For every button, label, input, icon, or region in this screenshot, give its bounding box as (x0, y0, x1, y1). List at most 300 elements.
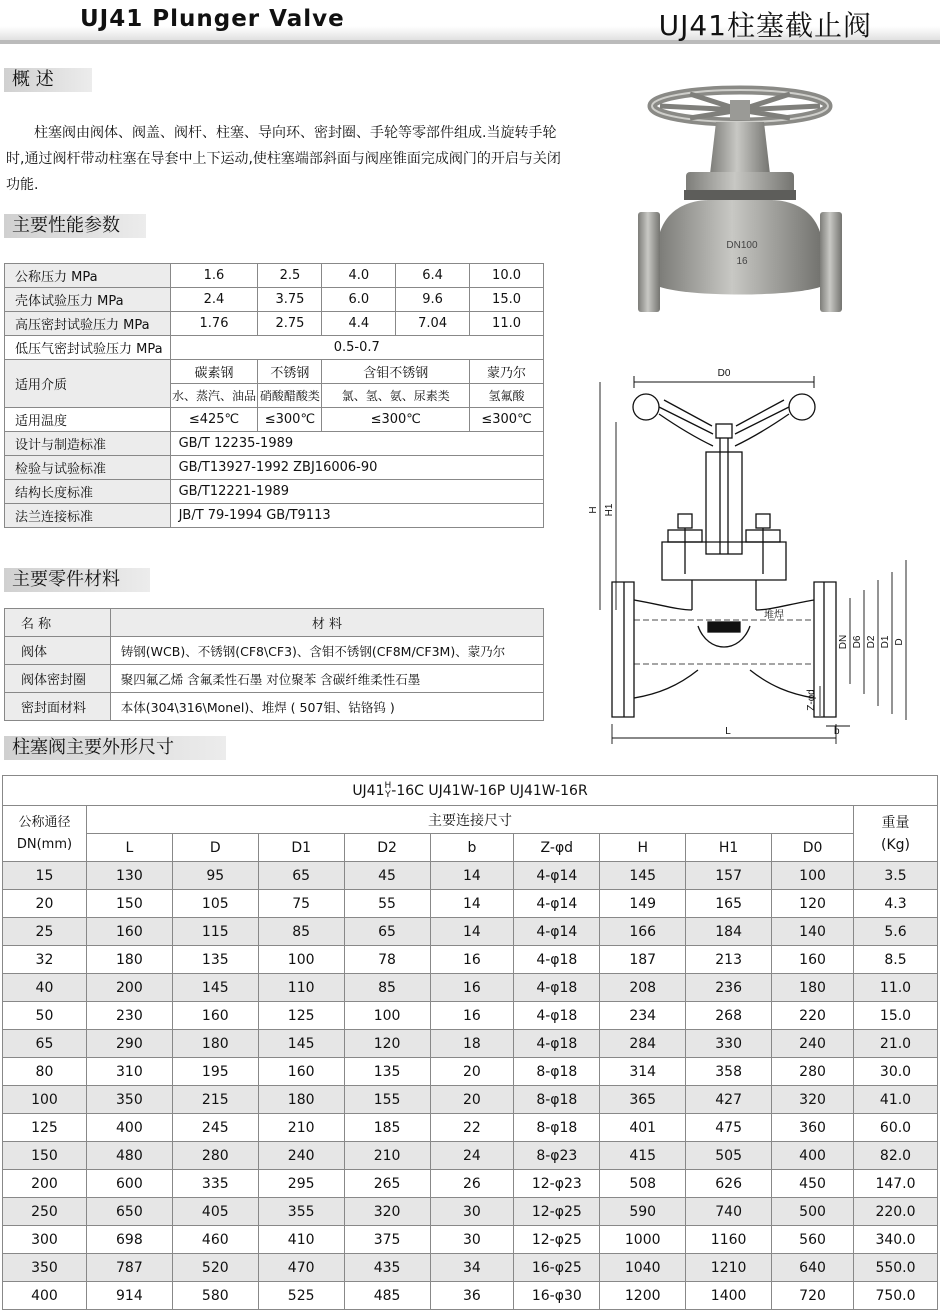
cell-dn: 400 (3, 1282, 87, 1310)
wheel-nut (730, 100, 750, 120)
perf-label: 壳体试验压力 MPa (5, 288, 171, 312)
cell-zd: 4-φ18 (514, 1030, 600, 1058)
cell-d: 160 (172, 1002, 258, 1030)
materials-row (5, 693, 544, 721)
cell-l: 160 (86, 918, 172, 946)
series-prefix: UJ41 (352, 782, 385, 799)
cell-zd: 12-φ25 (514, 1198, 600, 1226)
cell-dn: 150 (3, 1142, 87, 1170)
perf-row-std (5, 432, 544, 456)
part-name: 阀体密封圈 (5, 665, 111, 693)
table-row (3, 1086, 938, 1114)
cell-b: 14 (430, 918, 514, 946)
dim-h: H (588, 506, 599, 514)
weld-label: 堆焊 (764, 610, 784, 621)
temp-value: ≤300℃ (322, 408, 470, 432)
cell-h: 508 (600, 1170, 686, 1198)
cell-h1: 157 (686, 862, 772, 890)
series-sup: H (384, 780, 392, 791)
cell-dn: 300 (3, 1226, 87, 1254)
dn-label-2: DN(mm) (16, 836, 73, 852)
media-name: 氢氟酸 (470, 384, 544, 408)
cell-weight: 5.6 (853, 918, 937, 946)
col-d: D (172, 834, 258, 862)
cell-d2: 100 (344, 1002, 430, 1030)
cell-weight: 147.0 (853, 1170, 937, 1198)
valve-photo (630, 82, 850, 332)
dn-label-1: 公称通径 (18, 814, 71, 830)
col-zd: Z-φd (514, 834, 600, 862)
perf-row-shell (5, 288, 544, 312)
dim-zd: Z-φd (806, 689, 817, 711)
table-row (3, 1002, 938, 1030)
std-value: GB/T12221-1989 (170, 480, 543, 504)
dim-d1: D1 (880, 635, 891, 649)
performance-table (4, 263, 544, 528)
cell-weight: 220.0 (853, 1198, 937, 1226)
cell-weight: 30.0 (853, 1058, 937, 1086)
cell-h1: 505 (686, 1142, 772, 1170)
perf-row-nominal (5, 264, 544, 288)
cell-l: 310 (86, 1058, 172, 1086)
cell-d2: 375 (344, 1226, 430, 1254)
title-english: UJ41 Plunger Valve (80, 6, 345, 32)
cell-weight: 11.0 (853, 974, 937, 1002)
cell-d0: 720 (772, 1282, 854, 1310)
cell-d1: 110 (258, 974, 344, 1002)
cell-weight: 8.5 (853, 946, 937, 974)
weight-label-1: 重量 (881, 814, 910, 831)
valve-drawing (588, 364, 928, 752)
materials-col-material: 材 料 (110, 609, 543, 637)
cell-b: 20 (430, 1086, 514, 1114)
part-material: 铸钢(WCB)、不锈钢(CF8\CF3)、含钼不锈钢(CF8M/CF3M)、蒙乃尔 (110, 637, 543, 665)
cell-d: 135 (172, 946, 258, 974)
cell-d2: 265 (344, 1170, 430, 1198)
cell-b: 20 (430, 1058, 514, 1086)
materials-table (4, 608, 544, 721)
cell-h: 590 (600, 1198, 686, 1226)
cell-weight: 82.0 (853, 1142, 937, 1170)
cell-d: 245 (172, 1114, 258, 1142)
table-row (3, 1030, 938, 1058)
cell-d: 460 (172, 1226, 258, 1254)
perf-label: 法兰连接标准 (5, 504, 171, 528)
cell-zd: 4-φ14 (514, 890, 600, 918)
table-row (3, 1142, 938, 1170)
col-b: b (430, 834, 514, 862)
materials-header-row (5, 609, 544, 637)
perf-label: 检验与试验标准 (5, 456, 171, 480)
perf-value: 2.4 (170, 288, 258, 312)
materials-col-name: 名 称 (5, 609, 111, 637)
col-l: L (86, 834, 172, 862)
cell-dn: 15 (3, 862, 87, 890)
overview-heading: 概 述 (4, 68, 92, 92)
cell-b: 36 (430, 1282, 514, 1310)
perf-label: 适用介质 (5, 360, 171, 408)
photo-pn-label: 16 (736, 256, 748, 267)
cell-h: 1000 (600, 1226, 686, 1254)
perf-row-std (5, 456, 544, 480)
cell-dn: 80 (3, 1058, 87, 1086)
cell-dn: 32 (3, 946, 87, 974)
cell-d0: 500 (772, 1198, 854, 1226)
cell-d: 335 (172, 1170, 258, 1198)
cell-zd: 4-φ14 (514, 862, 600, 890)
cell-h: 234 (600, 1002, 686, 1030)
cell-l: 400 (86, 1114, 172, 1142)
column-header-row (3, 834, 938, 862)
cell-d0: 450 (772, 1170, 854, 1198)
cell-d2: 155 (344, 1086, 430, 1114)
cell-d0: 320 (772, 1086, 854, 1114)
cell-weight: 340.0 (853, 1226, 937, 1254)
cell-weight: 3.5 (853, 862, 937, 890)
cell-zd: 8-φ18 (514, 1086, 600, 1114)
cell-d: 520 (172, 1254, 258, 1282)
perf-row-low (5, 336, 544, 360)
col-d1: D1 (258, 834, 344, 862)
right-flange (820, 212, 842, 312)
perf-label: 适用温度 (5, 408, 171, 432)
cell-d0: 360 (772, 1114, 854, 1142)
material-name: 不锈钢 (258, 360, 322, 384)
weight-header (853, 806, 937, 862)
cell-h1: 1160 (686, 1226, 772, 1254)
perf-value: 4.0 (322, 264, 396, 288)
cell-d1: 470 (258, 1254, 344, 1282)
cell-h: 1200 (600, 1282, 686, 1310)
cell-zd: 8-φ23 (514, 1142, 600, 1170)
perf-value: 2.75 (258, 312, 322, 336)
cell-weight: 750.0 (853, 1282, 937, 1310)
cell-d0: 280 (772, 1058, 854, 1086)
cell-d: 180 (172, 1030, 258, 1058)
cell-h: 1040 (600, 1254, 686, 1282)
perf-value: 10.0 (470, 264, 544, 288)
dim-b: b (834, 726, 840, 737)
cell-dn: 200 (3, 1170, 87, 1198)
col-h1: H1 (686, 834, 772, 862)
performance-heading: 主要性能参数 (4, 214, 146, 238)
cell-d2: 320 (344, 1198, 430, 1226)
cell-l: 290 (86, 1030, 172, 1058)
material-name: 蒙乃尔 (470, 360, 544, 384)
perf-value: 15.0 (470, 288, 544, 312)
cell-h1: 165 (686, 890, 772, 918)
cell-d: 215 (172, 1086, 258, 1114)
cell-d0: 400 (772, 1142, 854, 1170)
cell-d2: 120 (344, 1030, 430, 1058)
cell-d0: 640 (772, 1254, 854, 1282)
dimensions-heading: 柱塞阀主要外形尺寸 (4, 736, 226, 760)
table-row (3, 1170, 938, 1198)
cell-zd: 16-φ25 (514, 1254, 600, 1282)
col-h: H (600, 834, 686, 862)
perf-row-temp (5, 408, 544, 432)
series-row (3, 776, 938, 806)
cell-b: 30 (430, 1198, 514, 1226)
cell-dn: 40 (3, 974, 87, 1002)
cell-h1: 358 (686, 1058, 772, 1086)
cell-d: 405 (172, 1198, 258, 1226)
cell-zd: 4-φ18 (514, 974, 600, 1002)
body-flange-gap (684, 190, 796, 200)
materials-heading: 主要零件材料 (4, 568, 150, 592)
weight-label-2: (Kg) (880, 836, 910, 853)
cell-d0: 560 (772, 1226, 854, 1254)
cell-d1: 295 (258, 1170, 344, 1198)
cell-d1: 85 (258, 918, 344, 946)
cell-h: 208 (600, 974, 686, 1002)
cell-d: 95 (172, 862, 258, 890)
dimensions-body (3, 862, 938, 1310)
cell-weight: 15.0 (853, 1002, 937, 1030)
cell-h: 149 (600, 890, 686, 918)
left-flange (638, 212, 660, 312)
media-name: 水、蒸汽、油品 (170, 384, 258, 408)
dim-d: D (894, 638, 905, 646)
cell-h: 314 (600, 1058, 686, 1086)
table-row (3, 974, 938, 1002)
perf-value: 6.0 (322, 288, 396, 312)
cell-b: 34 (430, 1254, 514, 1282)
cell-d1: 100 (258, 946, 344, 974)
cell-d0: 180 (772, 974, 854, 1002)
table-row (3, 1114, 938, 1142)
cell-zd: 4-φ14 (514, 918, 600, 946)
cell-d1: 240 (258, 1142, 344, 1170)
cell-b: 26 (430, 1170, 514, 1198)
perf-label: 公称压力 MPa (5, 264, 171, 288)
temp-value: ≤300℃ (470, 408, 544, 432)
material-name: 含钼不锈钢 (322, 360, 470, 384)
cell-b: 16 (430, 974, 514, 1002)
table-row (3, 890, 938, 918)
cell-b: 16 (430, 1002, 514, 1030)
cell-h1: 740 (686, 1198, 772, 1226)
cell-d1: 160 (258, 1058, 344, 1086)
table-row (3, 1226, 938, 1254)
cell-dn: 100 (3, 1086, 87, 1114)
cell-b: 14 (430, 890, 514, 918)
cell-b: 16 (430, 946, 514, 974)
cell-weight: 4.3 (853, 890, 937, 918)
cell-d2: 78 (344, 946, 430, 974)
cell-d1: 125 (258, 1002, 344, 1030)
dim-d0: D0 (717, 368, 731, 379)
cell-d2: 45 (344, 862, 430, 890)
cell-zd: 16-φ30 (514, 1282, 600, 1310)
part-material: 聚四氟乙烯 含氟柔性石墨 对位聚苯 含碳纤维柔性石墨 (110, 665, 543, 693)
series-sub: Y (385, 789, 391, 800)
part-name: 密封面材料 (5, 693, 111, 721)
cell-d1: 210 (258, 1114, 344, 1142)
cell-h1: 1400 (686, 1282, 772, 1310)
cell-b: 22 (430, 1114, 514, 1142)
cell-l: 200 (86, 974, 172, 1002)
cell-h1: 268 (686, 1002, 772, 1030)
cell-dn: 350 (3, 1254, 87, 1282)
series-rest: -16C UJ41W-16P UJ41W-16R (391, 782, 588, 799)
material-name: 碳素钢 (170, 360, 258, 384)
std-value: GB/T 12235-1989 (170, 432, 543, 456)
dim-dn: DN (838, 634, 849, 650)
cell-l: 914 (86, 1282, 172, 1310)
perf-label: 结构长度标准 (5, 480, 171, 504)
table-row (3, 862, 938, 890)
dim-h1: H1 (604, 503, 615, 517)
perf-row-seal (5, 312, 544, 336)
cell-d1: 410 (258, 1226, 344, 1254)
cell-d2: 85 (344, 974, 430, 1002)
temp-value: ≤300℃ (258, 408, 322, 432)
cell-d1: 145 (258, 1030, 344, 1058)
cell-zd: 8-φ18 (514, 1058, 600, 1086)
perf-value: 9.6 (396, 288, 470, 312)
cell-weight: 60.0 (853, 1114, 937, 1142)
cell-h1: 626 (686, 1170, 772, 1198)
cell-h: 145 (600, 862, 686, 890)
cell-dn: 125 (3, 1114, 87, 1142)
cell-dn: 250 (3, 1198, 87, 1226)
perf-row-medium (5, 360, 544, 384)
cell-d2: 185 (344, 1114, 430, 1142)
cell-d1: 525 (258, 1282, 344, 1310)
part-material: 本体(304\316\Monel)、堆焊 ( 507钼、钴铬钨 ) (110, 693, 543, 721)
perf-value: 6.4 (396, 264, 470, 288)
cell-zd: 12-φ25 (514, 1226, 600, 1254)
perf-value: 2.5 (258, 264, 322, 288)
perf-row-std (5, 504, 544, 528)
cell-h: 166 (600, 918, 686, 946)
cell-h1: 184 (686, 918, 772, 946)
std-value: GB/T13927-1992 ZBJ16006-90 (170, 456, 543, 480)
cell-d0: 140 (772, 918, 854, 946)
table-row (3, 1058, 938, 1086)
cell-h: 365 (600, 1086, 686, 1114)
cell-l: 130 (86, 862, 172, 890)
cell-d1: 65 (258, 862, 344, 890)
cell-h1: 427 (686, 1086, 772, 1114)
cell-h1: 330 (686, 1030, 772, 1058)
dim-l: L (725, 726, 731, 737)
materials-row (5, 637, 544, 665)
perf-value: 0.5-0.7 (170, 336, 543, 360)
cell-h1: 236 (686, 974, 772, 1002)
std-value: JB/T 79-1994 GB/T9113 (170, 504, 543, 528)
group-header: 主要连接尺寸 (86, 806, 853, 834)
cell-dn: 65 (3, 1030, 87, 1058)
part-name: 阀体 (5, 637, 111, 665)
cell-d: 115 (172, 918, 258, 946)
cell-d0: 120 (772, 890, 854, 918)
cell-d2: 65 (344, 918, 430, 946)
cell-d: 580 (172, 1282, 258, 1310)
cell-b: 18 (430, 1030, 514, 1058)
group-header-row (3, 806, 938, 834)
cell-b: 30 (430, 1226, 514, 1254)
cell-zd: 4-φ18 (514, 946, 600, 974)
cell-weight: 41.0 (853, 1086, 937, 1114)
cell-l: 650 (86, 1198, 172, 1226)
title-chinese: UJ41柱塞截止阀 (658, 9, 872, 42)
photo-dn-label: DN100 (726, 240, 758, 251)
bonnet (710, 122, 770, 174)
cell-l: 180 (86, 946, 172, 974)
cell-d2: 435 (344, 1254, 430, 1282)
cell-l: 698 (86, 1226, 172, 1254)
cell-d2: 210 (344, 1142, 430, 1170)
cell-d: 105 (172, 890, 258, 918)
cell-h: 401 (600, 1114, 686, 1142)
temp-value: ≤425℃ (170, 408, 258, 432)
dn-header (3, 806, 87, 862)
cell-d1: 355 (258, 1198, 344, 1226)
cell-d1: 75 (258, 890, 344, 918)
cell-l: 600 (86, 1170, 172, 1198)
cell-h1: 475 (686, 1114, 772, 1142)
cell-h: 415 (600, 1142, 686, 1170)
cell-l: 230 (86, 1002, 172, 1030)
cell-b: 14 (430, 862, 514, 890)
cell-d: 145 (172, 974, 258, 1002)
cell-d2: 135 (344, 1058, 430, 1086)
perf-value: 1.6 (170, 264, 258, 288)
perf-value: 7.04 (396, 312, 470, 336)
cell-l: 350 (86, 1086, 172, 1114)
cell-d0: 240 (772, 1030, 854, 1058)
cell-dn: 50 (3, 1002, 87, 1030)
col-d2: D2 (344, 834, 430, 862)
cell-b: 24 (430, 1142, 514, 1170)
perf-label: 高压密封试验压力 MPa (5, 312, 171, 336)
cell-h1: 213 (686, 946, 772, 974)
perf-label: 低压气密封试验压力 MPa (5, 336, 171, 360)
cell-d0: 100 (772, 862, 854, 890)
table-row (3, 1282, 938, 1310)
cell-h1: 1210 (686, 1254, 772, 1282)
cell-dn: 20 (3, 890, 87, 918)
cell-zd: 4-φ18 (514, 1002, 600, 1030)
cell-weight: 550.0 (853, 1254, 937, 1282)
col-d0: D0 (772, 834, 854, 862)
dim-d6: D6 (852, 635, 863, 649)
cell-l: 480 (86, 1142, 172, 1170)
dimensions-table (2, 775, 938, 1310)
cell-d0: 220 (772, 1002, 854, 1030)
cell-h: 187 (600, 946, 686, 974)
table-row (3, 946, 938, 974)
cell-zd: 8-φ18 (514, 1114, 600, 1142)
cell-d2: 485 (344, 1282, 430, 1310)
cell-dn: 25 (3, 918, 87, 946)
media-name: 氯、氢、氨、尿素类 (322, 384, 470, 408)
table-row (3, 1254, 938, 1282)
materials-row (5, 665, 544, 693)
perf-value: 11.0 (470, 312, 544, 336)
table-row (3, 918, 938, 946)
cell-l: 787 (86, 1254, 172, 1282)
perf-label: 设计与制造标准 (5, 432, 171, 456)
cell-h: 284 (600, 1030, 686, 1058)
perf-value: 1.76 (170, 312, 258, 336)
cell-zd: 12-φ23 (514, 1170, 600, 1198)
overview-text: 柱塞阀由阀体、阀盖、阀杆、柱塞、导向环、密封圈、手轮等零部件组成.当旋转手轮时,通过阀杆带动柱塞在导套中上下运动,使柱塞端部斜面与阀座锥面完成阀门的开启与关闭功能. (6, 125, 561, 193)
table-row (3, 1198, 938, 1226)
cell-l: 150 (86, 890, 172, 918)
